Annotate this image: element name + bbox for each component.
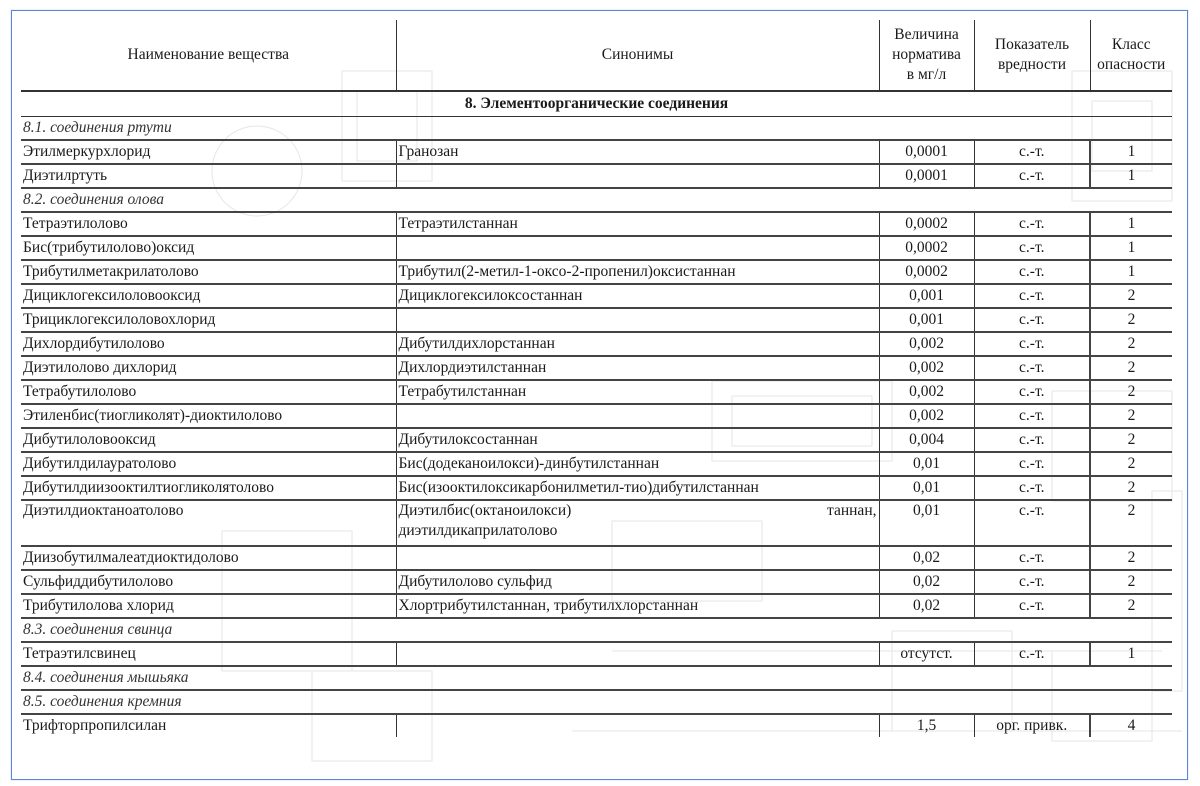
norm-value-cell: 0,0002 (879, 260, 974, 284)
subsection-row (21, 690, 1172, 714)
table-row (21, 642, 1172, 666)
norm-value-cell: 0,0002 (879, 212, 974, 236)
subsection-title: 8.5. соединения кремния (21, 690, 1172, 714)
substance-name-cell: Сульфиддибутилолово (21, 570, 396, 594)
table-row (21, 452, 1172, 476)
table-row (21, 476, 1172, 500)
substance-name-cell: Дибутилдилауратолово (21, 452, 396, 476)
table-row (21, 236, 1172, 260)
substance-name-cell: Диэтилолово дихлорид (21, 356, 396, 380)
substance-name-cell: Дициклогексилоловооксид (21, 284, 396, 308)
substance-name-cell: Диизобутилмалеатдиоктидолово (21, 546, 396, 570)
table-row (21, 570, 1172, 594)
table-header-row (21, 20, 1172, 91)
header-norm-line3: в мг/л (906, 66, 947, 83)
table-row (21, 380, 1172, 404)
synonyms-cell: Бис(изооктилоксикарбонилметил-тио)дибутилстаннан (396, 476, 879, 500)
hazard-class-cell: 2 (1090, 452, 1172, 476)
hazard-class-cell: 2 (1090, 546, 1172, 570)
synonyms-cell: Гранозан (396, 140, 879, 164)
subsection-row (21, 666, 1172, 690)
hazard-class-cell: 2 (1090, 404, 1172, 428)
table-row (21, 308, 1172, 332)
subsection-title: 8.3. соединения свинца (21, 618, 1172, 642)
hazard-indicator-cell: с.-т. (974, 404, 1090, 428)
norm-value-cell: отсутст. (879, 642, 974, 666)
table-row (21, 714, 1172, 737)
hazard-class-cell: 2 (1090, 476, 1172, 500)
section-title: 8. Элементоорганические соединения (21, 91, 1172, 117)
substance-name-cell: Диэтилртуть (21, 164, 396, 188)
header-class-line2: опасности (1097, 56, 1166, 73)
hazard-indicator-cell: с.-т. (974, 452, 1090, 476)
table-row (21, 428, 1172, 452)
hazard-class-cell: 2 (1090, 284, 1172, 308)
synonyms-line1: Диэтилбис(октаноилокси) таннан, (398, 502, 877, 519)
subsection-title: 8.2. соединения олова (21, 188, 1172, 212)
hazard-class-cell: 1 (1090, 642, 1172, 666)
norm-value-cell: 0,02 (879, 546, 974, 570)
header-norm-line1: Величина (894, 26, 959, 43)
norm-value-cell: 0,002 (879, 380, 974, 404)
norm-value-cell: 1,5 (879, 714, 974, 737)
norm-value-cell: 0,0002 (879, 236, 974, 260)
hazard-class-cell: 1 (1090, 212, 1172, 236)
table-row (21, 164, 1172, 188)
norm-value-cell: 0,02 (879, 570, 974, 594)
hazard-indicator-cell: с.-т. (974, 332, 1090, 356)
norm-value-cell: 0,002 (879, 404, 974, 428)
hazard-indicator-cell: с.-т. (974, 260, 1090, 284)
norm-value-cell: 0,01 (879, 476, 974, 500)
synonyms-cell: Дициклогексилоксостаннан (396, 284, 879, 308)
substance-name-cell: Тетраэтилолово (21, 212, 396, 236)
header-norm-line2: норматива (892, 46, 961, 63)
hazard-class-cell: 1 (1090, 260, 1172, 284)
hazard-indicator-cell: с.-т. (974, 140, 1090, 164)
synonyms-cell (396, 546, 879, 570)
hazard-indicator-cell: с.-т. (974, 356, 1090, 380)
subsection-title: 8.1. соединения ртути (21, 117, 1172, 141)
header-substance-name: Наименование вещества (21, 20, 396, 91)
norm-value-cell: 0,01 (879, 452, 974, 476)
header-synonyms: Синонимы (396, 20, 879, 91)
table-row (21, 404, 1172, 428)
synonyms-cell: Тетраэтилстаннан (396, 212, 879, 236)
table-row (21, 260, 1172, 284)
synonyms-cell (396, 714, 879, 737)
header-norm-value (879, 20, 974, 91)
norms-table (21, 20, 1172, 737)
hazard-indicator-cell: с.-т. (974, 500, 1090, 546)
substance-name-cell: Дибутилдиизооктилтиогликолятолово (21, 476, 396, 500)
hazard-indicator-cell: с.-т. (974, 594, 1090, 618)
hazard-indicator-cell: с.-т. (974, 212, 1090, 236)
hazard-indicator-cell: с.-т. (974, 284, 1090, 308)
substance-name-cell: Дибутилоловооксид (21, 428, 396, 452)
hazard-indicator-cell: с.-т. (974, 476, 1090, 500)
hazard-indicator-cell: с.-т. (974, 380, 1090, 404)
hazard-class-cell: 1 (1090, 140, 1172, 164)
hazard-indicator-cell: с.-т. (974, 428, 1090, 452)
table-row (21, 140, 1172, 164)
hazard-class-cell: 1 (1090, 236, 1172, 260)
hazard-class-cell: 2 (1090, 428, 1172, 452)
norm-value-cell: 0,002 (879, 332, 974, 356)
synonyms-cell (396, 404, 879, 428)
hazard-class-cell: 2 (1090, 308, 1172, 332)
hazard-indicator-cell: с.-т. (974, 164, 1090, 188)
table-row (21, 594, 1172, 618)
hazard-indicator-cell: с.-т. (974, 570, 1090, 594)
hazard-indicator-cell: с.-т. (974, 308, 1090, 332)
substance-name-cell: Тетрабутилолово (21, 380, 396, 404)
subsection-row (21, 188, 1172, 212)
table-row (21, 212, 1172, 236)
subsection-title: 8.4. соединения мышьяка (21, 666, 1172, 690)
synonyms-cell: Хлортрибутилстаннан, трибутилхлорстаннан (396, 594, 879, 618)
synonyms-cell: Дибутилолово сульфид (396, 570, 879, 594)
synonyms-cell (396, 308, 879, 332)
hazard-indicator-cell: орг. привк. (974, 714, 1090, 737)
substance-name-cell: Трициклогексилоловохлорид (21, 308, 396, 332)
section-title-row (21, 91, 1172, 117)
hazard-class-cell: 2 (1090, 380, 1172, 404)
norm-value-cell: 0,0001 (879, 164, 974, 188)
subsection-row (21, 618, 1172, 642)
synonyms-line2: диэтилдикаприлатолово (398, 522, 558, 539)
synonyms-cell: Бис(додеканоилокси)-динбутилстаннан (396, 452, 879, 476)
hazard-class-cell: 1 (1090, 164, 1172, 188)
subsection-row (21, 117, 1172, 141)
norm-value-cell: 0,004 (879, 428, 974, 452)
table-row (21, 546, 1172, 570)
table-row (21, 356, 1172, 380)
norm-value-cell: 0,001 (879, 284, 974, 308)
hazard-indicator-cell: с.-т. (974, 236, 1090, 260)
synonyms-cell: Дибутилдихлорстаннан (396, 332, 879, 356)
norm-value-cell: 0,01 (879, 500, 974, 546)
norm-value-cell: 0,02 (879, 594, 974, 618)
header-class-line1: Класс (1111, 36, 1151, 53)
norm-value-cell: 0,0001 (879, 140, 974, 164)
table-row (21, 500, 1172, 546)
synonyms-cell: Дихлордиэтилстаннан (396, 356, 879, 380)
header-hazard-class (1090, 20, 1172, 91)
substance-name-cell: Бис(трибутилолово)оксид (21, 236, 396, 260)
hazard-indicator-cell: с.-т. (974, 546, 1090, 570)
table-row (21, 332, 1172, 356)
substance-name-cell: Тетраэтилсвинец (21, 642, 396, 666)
synonyms-cell (396, 236, 879, 260)
hazard-class-cell: 2 (1090, 356, 1172, 380)
synonyms-cell (396, 164, 879, 188)
synonyms-cell (396, 500, 879, 546)
substance-name-cell: Диэтилдиоктаноатолово (21, 500, 396, 546)
hazard-class-cell: 2 (1090, 570, 1172, 594)
substance-name-cell: Трибутилметакрилатолово (21, 260, 396, 284)
synonyms-cell: Тетрабутилстаннан (396, 380, 879, 404)
hazard-class-cell: 2 (1090, 500, 1172, 546)
substance-name-cell: Трибутилолова хлорид (21, 594, 396, 618)
hazard-class-cell: 2 (1090, 332, 1172, 356)
header-hazard-line2: вредности (997, 56, 1066, 73)
substance-name-cell: Дихлордибутилолово (21, 332, 396, 356)
substance-name-cell: Этилмеркурхлорид (21, 140, 396, 164)
synonyms-cell (396, 642, 879, 666)
header-hazard-line1: Показатель (994, 36, 1070, 53)
substance-name-cell: Этиленбис(тиогликолят)-диоктилолово (21, 404, 396, 428)
hazard-indicator-cell: с.-т. (974, 642, 1090, 666)
header-hazard-indicator (974, 20, 1090, 91)
hazard-class-cell: 4 (1090, 714, 1172, 737)
norm-value-cell: 0,001 (879, 308, 974, 332)
substance-name-cell: Трифторпропилсилан (23, 717, 167, 734)
hazard-class-cell: 2 (1090, 594, 1172, 618)
norm-value-cell: 0,002 (879, 356, 974, 380)
table-row (21, 284, 1172, 308)
synonyms-cell: Дибутилоксостаннан (396, 428, 879, 452)
synonyms-cell: Трибутил(2-метил-1-оксо-2-пропенил)оксистаннан (396, 260, 879, 284)
